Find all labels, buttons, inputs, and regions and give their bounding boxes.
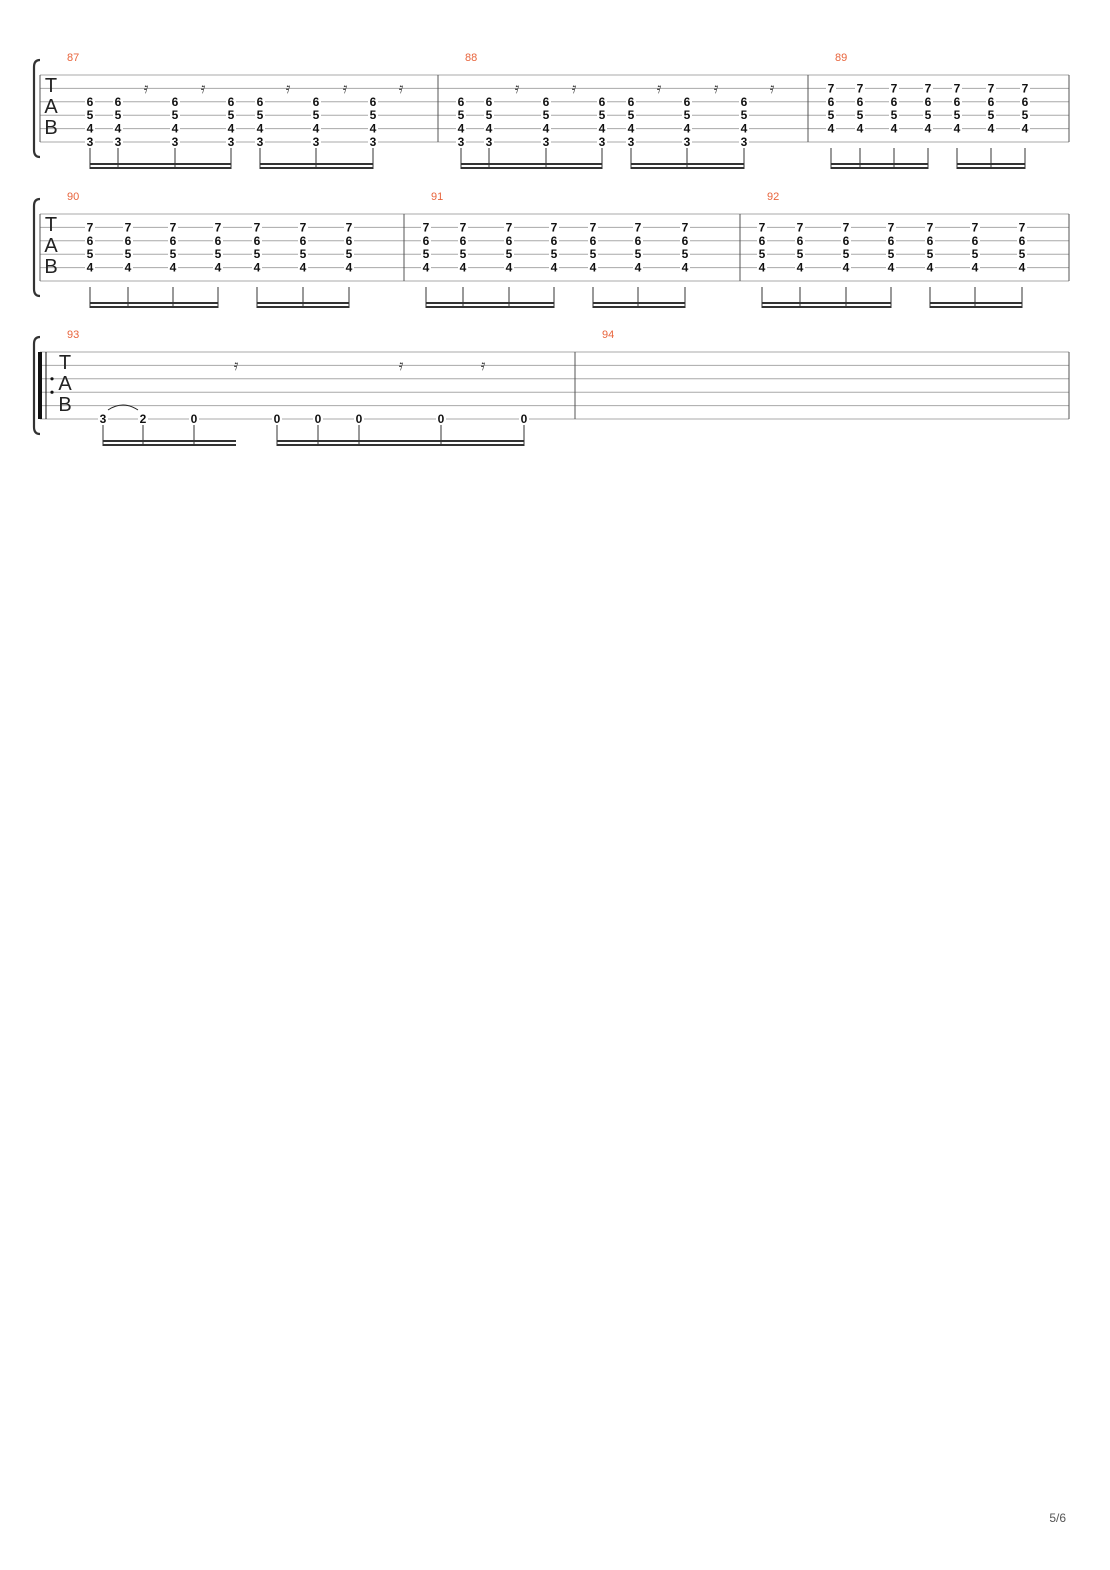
fret-number: 7: [459, 220, 467, 235]
fret-number: 3: [86, 135, 94, 149]
beam-secondary: [762, 302, 891, 304]
fret-number: 4: [598, 121, 606, 136]
fret-number: 4: [299, 260, 307, 275]
fret-number: 6: [542, 94, 550, 109]
fret-number: 0: [190, 412, 198, 426]
fret-number: 6: [550, 233, 558, 248]
fret-number: 7: [589, 220, 597, 235]
fret-number: 6: [114, 94, 122, 109]
fret-number: 5: [124, 247, 132, 262]
fret-number: 4: [1018, 260, 1026, 275]
repeat-start-thick-bar: [38, 352, 42, 419]
fret-number: 5: [369, 108, 377, 123]
fret-number: 3: [740, 135, 748, 149]
fret-number: 6: [627, 94, 635, 109]
fret-number: 0: [273, 412, 281, 426]
fret-number: 4: [842, 260, 850, 275]
fret-number: 4: [86, 121, 94, 136]
fret-number: 7: [924, 81, 932, 96]
fret-number: 3: [457, 135, 465, 149]
fret-number: 4: [987, 121, 995, 136]
fret-number: 5: [827, 108, 835, 123]
tab-system-3: [34, 329, 1069, 446]
fret-number: 7: [827, 81, 835, 96]
fret-number: 5: [987, 108, 995, 123]
sixteenth-rest: 𝄿: [143, 79, 149, 97]
fret-number: 5: [953, 108, 961, 123]
fret-number: 4: [253, 260, 261, 275]
fret-number: 4: [796, 260, 804, 275]
fret-number: 4: [827, 121, 835, 136]
fret-number: 5: [842, 247, 850, 262]
fret-number: 6: [987, 94, 995, 109]
fret-number: 5: [681, 247, 689, 262]
fret-number: 5: [924, 108, 932, 123]
fret-number: 5: [505, 247, 513, 262]
fret-number: 5: [485, 108, 493, 123]
sixteenth-rest: 𝄿: [398, 79, 404, 97]
tab-clef-letter: B: [44, 117, 58, 139]
fret-number: 5: [253, 247, 261, 262]
fret-number: 4: [550, 260, 558, 275]
fret-number: 7: [856, 81, 864, 96]
fret-number: 7: [169, 220, 177, 235]
fret-number: 7: [550, 220, 558, 235]
fret-number: 6: [299, 233, 307, 248]
beam-secondary: [277, 440, 524, 442]
fret-number: 6: [1021, 94, 1029, 109]
beam-primary: [631, 167, 744, 169]
fret-number: 5: [299, 247, 307, 262]
fret-number: 6: [924, 94, 932, 109]
fret-number: 3: [227, 135, 235, 149]
fret-number: 4: [86, 260, 94, 275]
fret-number: 4: [924, 121, 932, 136]
beam-secondary: [461, 163, 602, 165]
fret-number: 6: [253, 233, 261, 248]
beam-secondary: [103, 440, 236, 442]
sixteenth-rest: 𝄿: [480, 356, 486, 374]
fret-number: 4: [171, 121, 179, 136]
fret-number: 6: [457, 94, 465, 109]
fret-number: 4: [256, 121, 264, 136]
fret-number: 4: [422, 260, 430, 275]
fret-number: 7: [634, 220, 642, 235]
fret-number: 4: [114, 121, 122, 136]
fret-number: 5: [169, 247, 177, 262]
fret-number: 6: [758, 233, 766, 248]
fret-number: 4: [1021, 121, 1029, 136]
fret-number: 4: [627, 121, 635, 136]
fret-number: 6: [124, 233, 132, 248]
sixteenth-rest: 𝄿: [514, 79, 520, 97]
fret-number: 6: [842, 233, 850, 248]
beam-secondary: [257, 302, 349, 304]
beam-primary: [930, 306, 1022, 308]
tab-clef-letter: A: [44, 96, 58, 118]
fret-number: 5: [598, 108, 606, 123]
fret-number: 5: [856, 108, 864, 123]
fret-number: 4: [214, 260, 222, 275]
sixteenth-rest: 𝄿: [571, 79, 577, 97]
fret-number: 7: [842, 220, 850, 235]
fret-number: 4: [634, 260, 642, 275]
fret-number: 5: [227, 108, 235, 123]
fret-number: 7: [1021, 81, 1029, 96]
beam-primary: [762, 306, 891, 308]
fret-number: 4: [589, 260, 597, 275]
fret-number: 5: [86, 247, 94, 262]
fret-number: 4: [890, 121, 898, 136]
sixteenth-rest: 𝄿: [713, 79, 719, 97]
fret-number: 5: [256, 108, 264, 123]
sixteenth-rest: 𝄿: [342, 79, 348, 97]
beam-primary: [593, 306, 685, 308]
tab-clef-letter: T: [44, 214, 58, 236]
fret-number: 3: [542, 135, 550, 149]
fret-number: 5: [890, 108, 898, 123]
system-bracket: [34, 199, 40, 296]
fret-number: 6: [459, 233, 467, 248]
fret-number: 6: [971, 233, 979, 248]
fret-number: 5: [683, 108, 691, 123]
fret-number: 6: [485, 94, 493, 109]
measure-number: 87: [67, 52, 80, 64]
sixteenth-rest: 𝄿: [200, 79, 206, 97]
fret-number: 0: [520, 412, 528, 426]
tab-clef-letter: A: [44, 235, 58, 257]
fret-number: 4: [856, 121, 864, 136]
fret-number: 6: [589, 233, 597, 248]
fret-number: 5: [214, 247, 222, 262]
fret-number: 0: [437, 412, 445, 426]
fret-number: 5: [457, 108, 465, 123]
beam-primary: [277, 444, 524, 446]
fret-number: 7: [971, 220, 979, 235]
fret-number: 3: [598, 135, 606, 149]
tab-system-1: [34, 52, 1069, 169]
fret-number: 4: [312, 121, 320, 136]
fret-number: 5: [758, 247, 766, 262]
tab-clef-letter: B: [44, 256, 58, 278]
tab-clef-letter: B: [58, 394, 72, 416]
fret-number: 4: [459, 260, 467, 275]
fret-number: 4: [457, 121, 465, 136]
fret-number: 6: [169, 233, 177, 248]
beam-primary: [426, 306, 554, 308]
fret-number: 5: [114, 108, 122, 123]
fret-number: 5: [422, 247, 430, 262]
fret-number: 3: [627, 135, 635, 149]
beam-primary: [831, 167, 928, 169]
repeat-dot: [50, 377, 53, 380]
fret-number: 6: [86, 94, 94, 109]
fret-number: 3: [114, 135, 122, 149]
fret-number: 5: [796, 247, 804, 262]
tab-clef-letter: A: [58, 373, 72, 395]
beam-primary: [257, 306, 349, 308]
fret-number: 6: [887, 233, 895, 248]
fret-number: 7: [681, 220, 689, 235]
beam-secondary: [631, 163, 744, 165]
fret-number: 6: [345, 233, 353, 248]
fret-number: 4: [124, 260, 132, 275]
fret-number: 7: [299, 220, 307, 235]
fret-number: 5: [345, 247, 353, 262]
measure-number: 89: [835, 52, 848, 64]
sixteenth-rest: 𝄿: [285, 79, 291, 97]
beam-primary: [90, 306, 218, 308]
fret-number: 5: [542, 108, 550, 123]
fret-number: 4: [971, 260, 979, 275]
fret-number: 5: [634, 247, 642, 262]
fret-number: 6: [740, 94, 748, 109]
fret-number: 5: [971, 247, 979, 262]
fret-number: 6: [256, 94, 264, 109]
fret-number: 5: [550, 247, 558, 262]
fret-number: 4: [926, 260, 934, 275]
fret-number: 4: [681, 260, 689, 275]
fret-number: 7: [345, 220, 353, 235]
beam-secondary: [260, 163, 373, 165]
fret-number: 4: [683, 121, 691, 136]
measure-number: 91: [431, 191, 444, 203]
fret-number: 6: [681, 233, 689, 248]
fret-number: 4: [345, 260, 353, 275]
fret-number: 6: [634, 233, 642, 248]
fret-number: 5: [887, 247, 895, 262]
fret-number: 6: [890, 94, 898, 109]
fret-number: 7: [987, 81, 995, 96]
fret-number: 6: [827, 94, 835, 109]
fret-number: 4: [542, 121, 550, 136]
beam-secondary: [426, 302, 554, 304]
measure-number: 93: [67, 329, 80, 341]
fret-number: 6: [312, 94, 320, 109]
fret-number: 3: [683, 135, 691, 149]
fret-number: 5: [459, 247, 467, 262]
fret-number: 7: [887, 220, 895, 235]
beam-primary: [103, 444, 236, 446]
measure-number: 90: [67, 191, 80, 203]
beam-secondary: [90, 163, 231, 165]
system-bracket: [34, 60, 40, 157]
fret-number: 7: [253, 220, 261, 235]
fret-number: 6: [369, 94, 377, 109]
fret-number: 5: [86, 108, 94, 123]
fret-number: 4: [740, 121, 748, 136]
fret-number: 6: [683, 94, 691, 109]
fret-number: 4: [169, 260, 177, 275]
fret-number: 7: [1018, 220, 1026, 235]
fret-number: 6: [171, 94, 179, 109]
fret-number: 5: [589, 247, 597, 262]
fret-number: 6: [953, 94, 961, 109]
fret-number: 6: [86, 233, 94, 248]
fret-number: 4: [887, 260, 895, 275]
fret-number: 7: [758, 220, 766, 235]
fret-number: 6: [598, 94, 606, 109]
fret-number: 7: [926, 220, 934, 235]
fret-number: 6: [227, 94, 235, 109]
sixteenth-rest: 𝄿: [398, 356, 404, 374]
fret-number: 6: [1018, 233, 1026, 248]
fret-number: 3: [485, 135, 493, 149]
sixteenth-rest: 𝄿: [769, 79, 775, 97]
tab-clef-letter: T: [44, 75, 58, 97]
beam-primary: [461, 167, 602, 169]
fret-number: 5: [926, 247, 934, 262]
beam-secondary: [831, 163, 928, 165]
fret-number: 7: [796, 220, 804, 235]
fret-number: 6: [926, 233, 934, 248]
fret-number: 0: [314, 412, 322, 426]
sixteenth-rest: 𝄿: [233, 356, 239, 374]
fret-number: 5: [1018, 247, 1026, 262]
fret-number: 2: [139, 412, 147, 426]
fret-number: 6: [505, 233, 513, 248]
fret-number: 4: [369, 121, 377, 136]
tab-system-2: [34, 191, 1069, 308]
fret-number: 5: [1021, 108, 1029, 123]
beam-secondary: [90, 302, 218, 304]
measure-number: 88: [465, 52, 478, 64]
fret-number: 5: [740, 108, 748, 123]
fret-number: 7: [422, 220, 430, 235]
fret-number: 5: [171, 108, 179, 123]
beam-primary: [957, 167, 1025, 169]
fret-number: 3: [256, 135, 264, 149]
fret-number: 7: [214, 220, 222, 235]
beam-primary: [260, 167, 373, 169]
repeat-dot: [50, 391, 53, 394]
page-number: 5/6: [1049, 1511, 1066, 1525]
fret-number: 4: [227, 121, 235, 136]
fret-number: 3: [312, 135, 320, 149]
fret-number: 7: [505, 220, 513, 235]
sixteenth-rest: 𝄿: [656, 79, 662, 97]
fret-number: 3: [369, 135, 377, 149]
beam-secondary: [930, 302, 1022, 304]
fret-number: 6: [214, 233, 222, 248]
measure-number: 92: [767, 191, 780, 203]
measure-number: 94: [602, 329, 615, 341]
fret-number: 5: [312, 108, 320, 123]
fret-number: 7: [953, 81, 961, 96]
fret-number: 7: [890, 81, 898, 96]
fret-number: 0: [355, 412, 363, 426]
fret-number: 7: [86, 220, 94, 235]
fret-number: 5: [627, 108, 635, 123]
beam-secondary: [957, 163, 1025, 165]
fret-number: 4: [485, 121, 493, 136]
beam-primary: [90, 167, 231, 169]
tab-clef-letter: T: [58, 352, 72, 374]
fret-number: 4: [758, 260, 766, 275]
fret-number: 4: [953, 121, 961, 136]
fret-number: 6: [796, 233, 804, 248]
fret-number: 4: [505, 260, 513, 275]
fret-number: 3: [171, 135, 179, 149]
fret-number: 6: [422, 233, 430, 248]
fret-number: 3: [99, 412, 107, 426]
fret-number: 7: [124, 220, 132, 235]
beam-secondary: [593, 302, 685, 304]
fret-number: 6: [856, 94, 864, 109]
